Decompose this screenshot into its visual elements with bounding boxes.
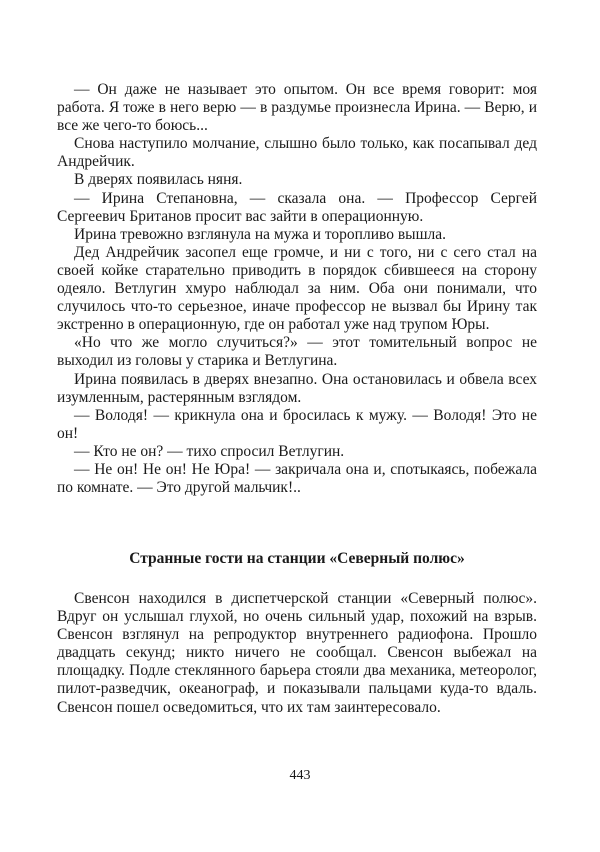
page-number: 443 xyxy=(289,768,311,783)
text-block-top xyxy=(57,81,537,497)
paragraph: — Он даже не называет это опытом. Он все время говорит: моя работа. Я тоже в него верю — в раздумье произнесла Ирина. — Верю, и все же чего-то боюсь... xyxy=(57,81,537,135)
paragraph: — Володя! — крикнула она и бросилась к мужу. — Володя! Это не он! xyxy=(57,406,537,442)
paragraph: Ирина появилась в дверях внезапно. Она остановилась и обвела всех изумленным, растерянным взглядом. xyxy=(57,370,537,406)
paragraph: Свенсон находился в диспетчерской станции «Северный полюс». Вдруг он услышал глухой, но очень сильный удар, похожий на взрыв. Свенсон взглянул на репродуктор внутреннего радиофона. Прошло двадцать секунд; никто ничего не сообщал. Свенсон выбежал на площадку. Подле стеклянного барьера стояли два механика, метеоролог, пилот-разведчик, океанограф, и показывали пальцами куда-то вдаль. Свенсон пошел осведомиться, что их там заинтересовало. xyxy=(57,590,537,716)
paragraph: — Кто не он? — тихо спросил Ветлугин. xyxy=(74,442,345,460)
section-heading: Странные гости на станции «Северный полюс» xyxy=(129,550,465,567)
paragraph: — Ирина Степановна, — сказала она. — Профессор Сергей Сергеевич Британов просит вас зайти в операционную. xyxy=(57,189,537,225)
paragraph: Ирина тревожно взглянула на мужа и торопливо вышла. xyxy=(74,225,446,243)
paragraph: Дед Андрейчик засопел еще громче, и ни с того, ни с сего стал на своей койке старательно приводить в порядок сбившееся на сторону одеяло. Ветлугин хмуро наблюдал за ним. Оба они понимали, что случилось что-то серьезное, иначе профессор не вызвал бы Ирину так экстренно в операционную, где он работал уже над трупом Юры. xyxy=(57,243,537,334)
paragraph: В дверях появилась няня. xyxy=(74,171,243,189)
paragraph: «Но что же могло случиться?» — этот томительный вопрос не выходил из головы у старика и Ветлугина. xyxy=(57,334,537,370)
text-block-section xyxy=(57,590,537,717)
paragraph: Снова наступило молчание, слышно было только, как посапывал дед Андрейчик. xyxy=(57,135,537,171)
paragraph: — Не он! Не он! Не Юра! — закричала она и, спотыкаясь, побежала по комнате. — Это другой мальчик!.. xyxy=(57,460,537,497)
